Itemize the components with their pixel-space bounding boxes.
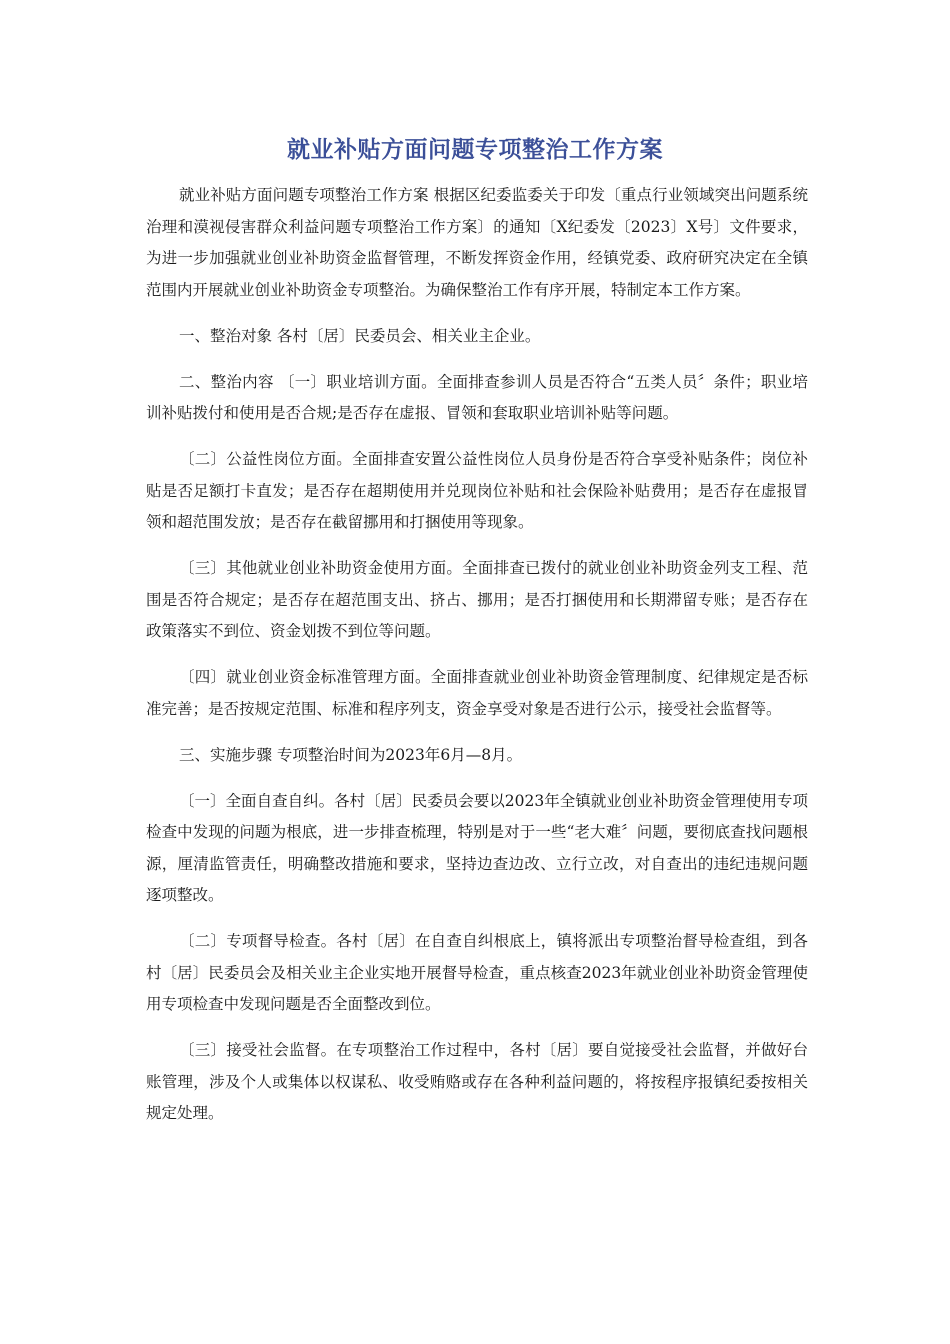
paragraph-section-3-item-1: 〔一〕全面自查自纠。各村〔居〕民委员会要以2023年全镇就业创业补助资金管理使用专项检查中发现的问题为根底，进一步排查梳理，特别是对于一些“老大难〞问题，要彻底查找问题根源，厘清监管责任，明确整改措施和要求，坚持边查边改、立行立改，对自查出的违纪违规问题逐项整改。 (146, 791, 808, 904)
paragraph-section-3: 三、实施步骤 专项整治时间为2023年6月—8月。 (179, 745, 523, 764)
paragraph-section-2-item-2: 〔二〕公益性岗位方面。全面排查安置公益性岗位人员身份是否符合享受补贴条件；岗位补贴是否足额打卡直发；是否存在超期使用并兑现岗位补贴和社会保险补贴费用；是否存在虚报冒领和超范围发放；是否存在截留挪用和打捆使用等现象。 (146, 450, 808, 531)
paragraph-section-3-item-2: 〔二〕专项督导检查。各村〔居〕在自查自纠根底上，镇将派出专项整治督导检查组，到各村〔居〕民委员会及相关业主企业实地开展督导检查，重点核查2023年就业创业补助资金管理使用专项检查中发现问题是否全面整改到位。 (146, 932, 808, 1013)
document-title: 就业补贴方面问题专项整治工作方案 (287, 137, 663, 163)
paragraph-intro: 就业补贴方面问题专项整治工作方案 根据区纪委监委关于印发〔重点行业领域突出问题系统治理和漠视侵害群众利益问题专项整治工作方案〕的通知〔X纪委发〔2023〕X号〕文件要求，为进一步加强就业创业补助资金监督管理，不断发挥资金作用，经镇党委、政府研究决定在全镇范围内开展就业创业补助资金专项整治。为确保整治工作有序开展，特制定本工作方案。 (146, 186, 808, 299)
paragraph-section-2-item-3: 〔三〕其他就业创业补助资金使用方面。全面排查已拨付的就业创业补助资金列支工程、范围是否符合规定；是否存在超范围支出、挤占、挪用；是否打捆使用和长期滞留专账；是否存在政策落实不到位、资金划拨不到位等问题。 (146, 559, 808, 640)
document-body (146, 180, 808, 1144)
paragraph-section-2-item-4: 〔四〕就业创业资金标准管理方面。全面排查就业创业补助资金管理制度、纪律规定是否标准完善；是否按规定范围、标准和程序列支，资金享受对象是否进行公示，接受社会监督等。 (146, 668, 808, 718)
paragraph-section-1: 一、整治对象 各村〔居〕民委员会、相关业主企业。 (179, 326, 541, 345)
paragraph-section-2: 二、整治内容 〔一〕职业培训方面。全面排查参训人员是否符合“五类人员〞条件；职业培训补贴拨付和使用是否合规;是否存在虚报、冒领和套取职业培训补贴等问题。 (146, 372, 808, 422)
paragraph-section-3-item-3: 〔三〕接受社会监督。在专项整治工作过程中，各村〔居〕要自觉接受社会监督，并做好台账管理，涉及个人或集体以权谋私、收受贿赂或存在各种利益问题的，将按程序报镇纪委按相关规定处理。 (146, 1041, 808, 1122)
